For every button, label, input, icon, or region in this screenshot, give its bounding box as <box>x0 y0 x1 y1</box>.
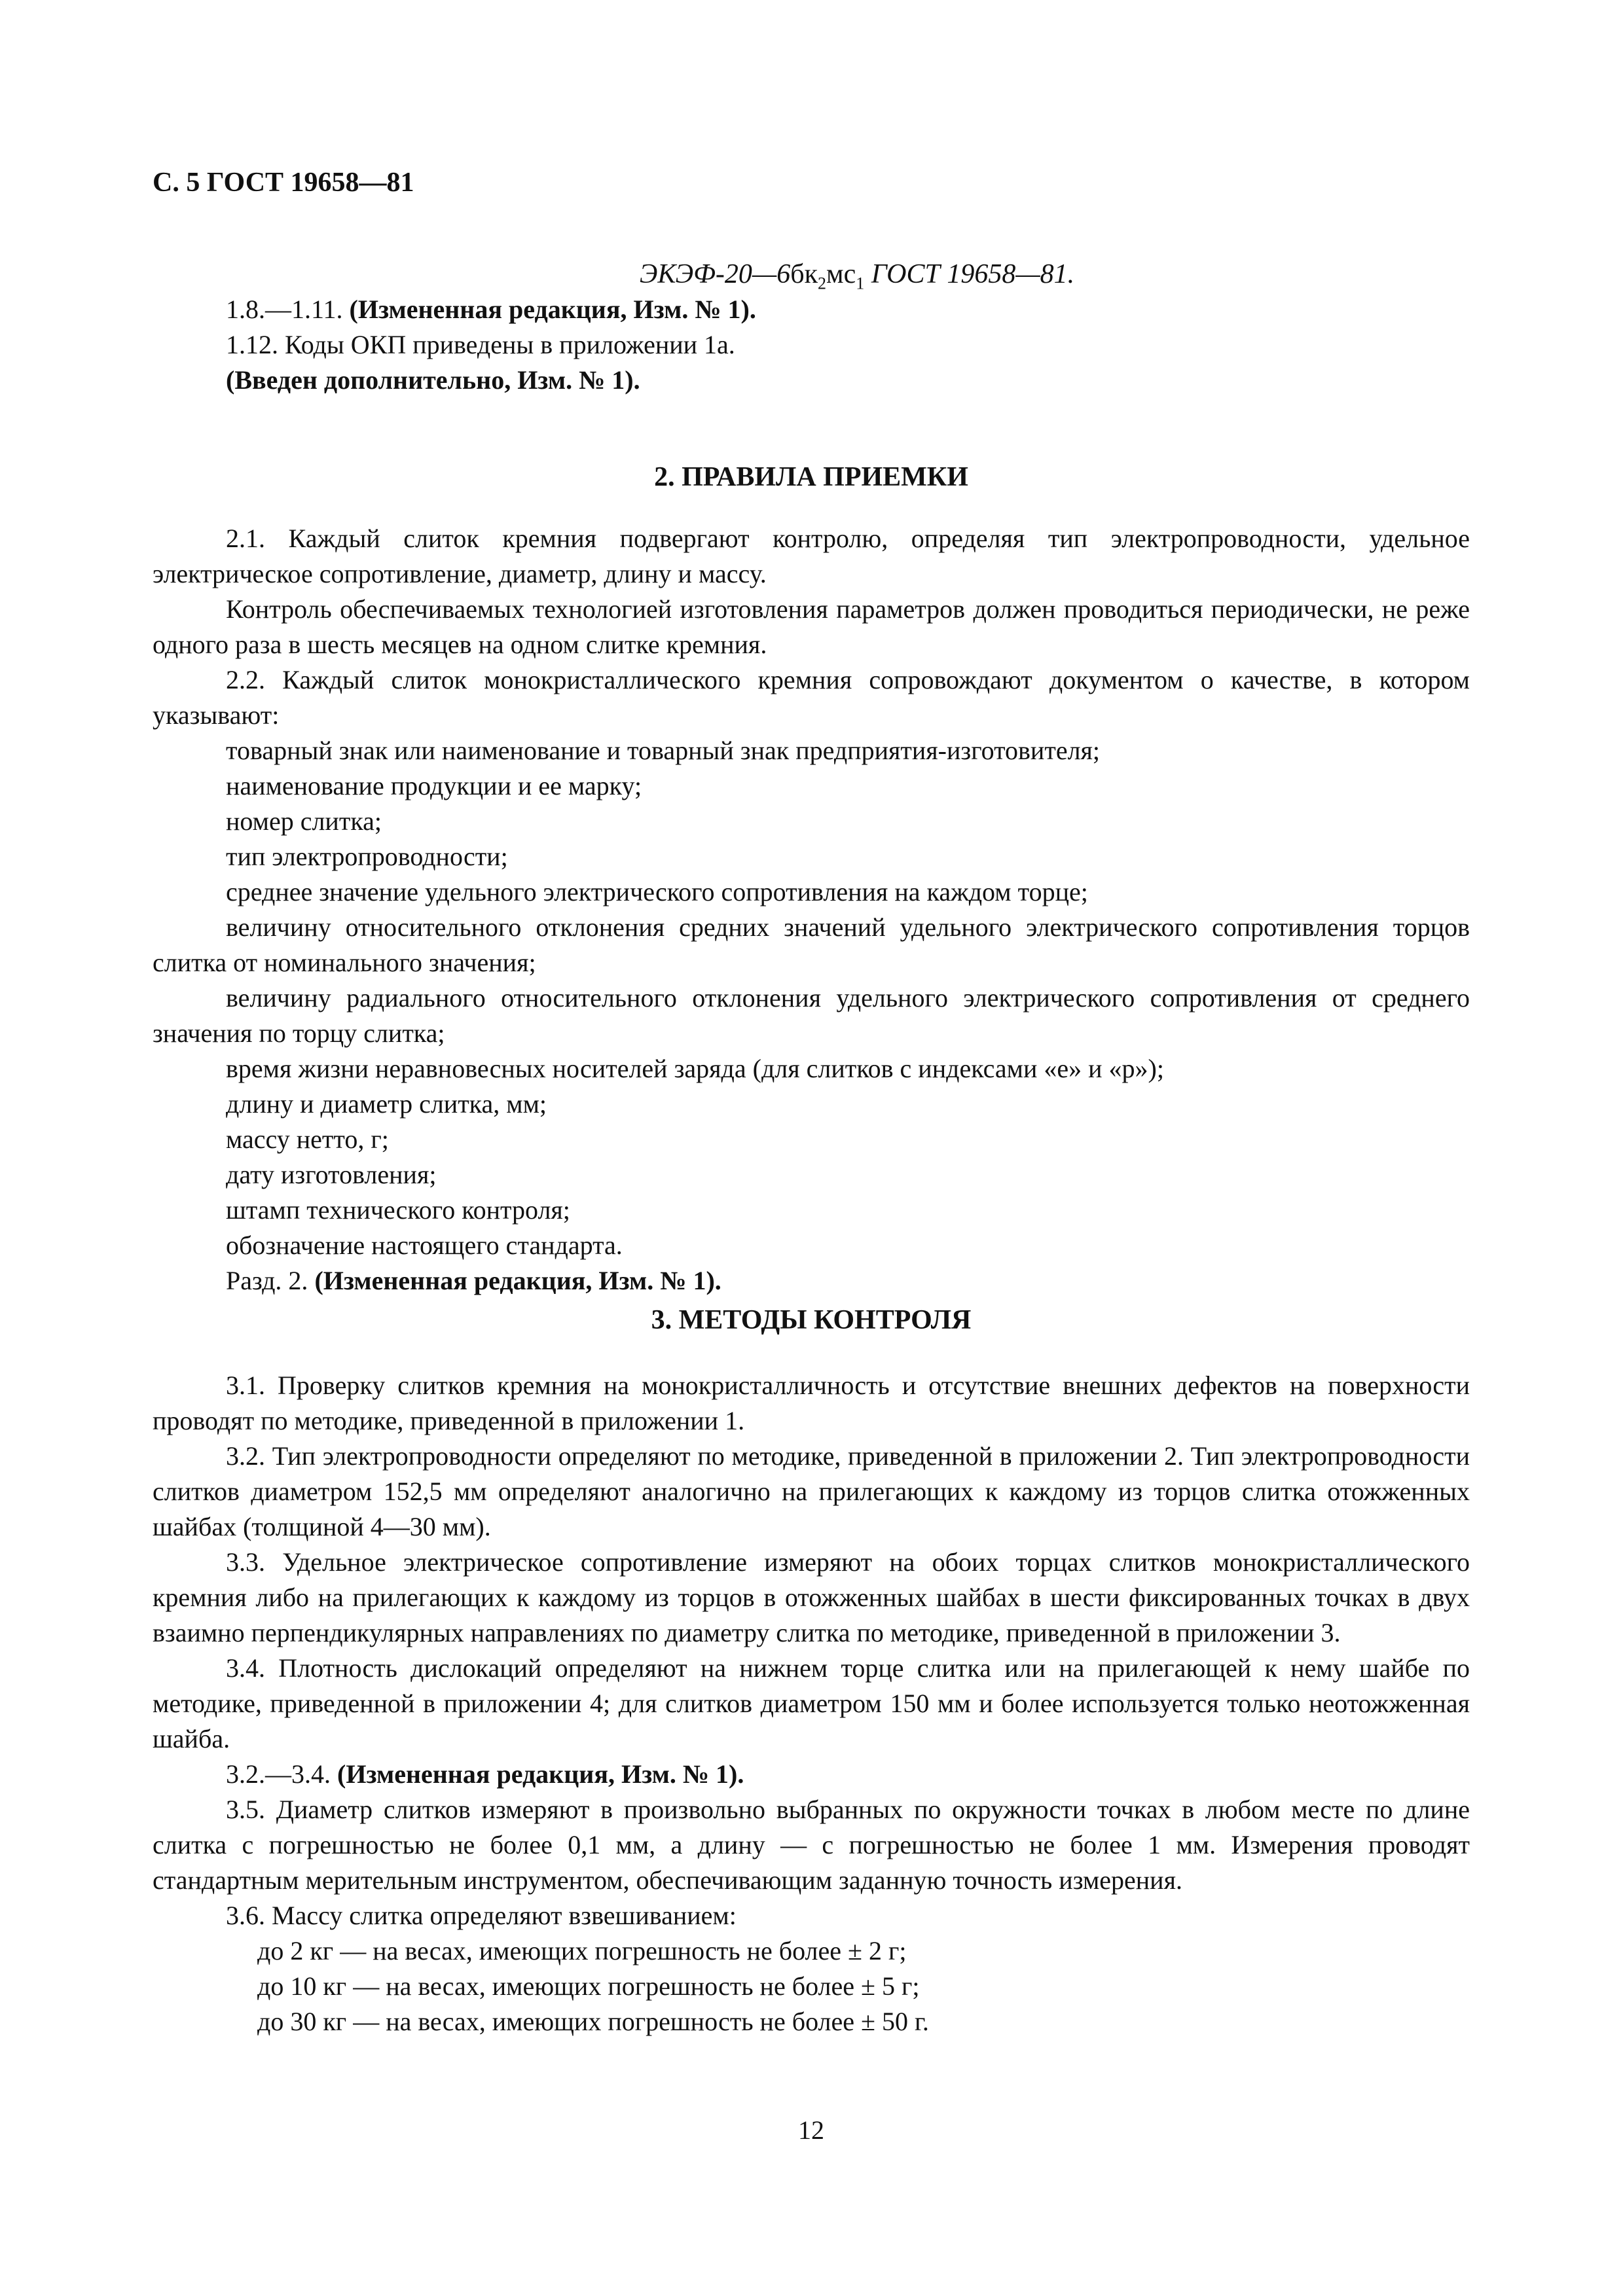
amendment-1-8-note: (Измененная редакция, Изм. № 1). <box>349 295 756 324</box>
section-2-amendment <box>153 1263 1470 1299</box>
list-item: товарный знак или наименование и товарный знак предприятия-изготовителя; <box>226 736 1101 765</box>
clause-3-1: 3.1. Проверку слитков кремния на монокристалличность и отсутствие внешних дефектов на поверхности проводят по методике, приведенной в приложении 1. <box>153 1371 1470 1435</box>
section-2-body <box>153 521 1470 1299</box>
clause-1-12: 1.12. Коды ОКП приведены в приложении 1а. <box>226 330 735 359</box>
list-item: время жизни неравновесных носителей заряда (для слитков с индексами «е» и «р»); <box>226 1054 1164 1083</box>
document-page <box>153 0 1470 2296</box>
weight-rule: до 2 кг — на весах, имеющих погрешность не более ± 2 г; <box>257 1936 907 1965</box>
clauses-3-2-3-4-ref: 3.2.—3.4. <box>226 1759 337 1789</box>
list-item: номер слитка; <box>226 806 382 836</box>
list-item: величину радиального относительного отклонения удельного электрического сопротивления от среднего значения по торцу слитка; <box>153 983 1470 1048</box>
formula-part2: ГОСТ 19658—81. <box>864 259 1075 289</box>
list-item: среднее значение удельного электрического сопротивления на каждом торце; <box>226 877 1088 906</box>
list-item: обозначение настоящего стандарта. <box>226 1230 623 1260</box>
clause-3-4: 3.4. Плотность дислокаций определяют на нижнем торце слитка или на прилегающей к нему шайбе по методике, приведенной в приложении 4; для слитков диаметром 150 мм и более используется только неотожженная шайба. <box>153 1653 1470 1753</box>
clause-2-1-control: Контроль обеспечиваемых технологией изготовления параметров должен проводиться периодически, не реже одного раза в шесть месяцев на одном слитке кремния. <box>153 594 1470 659</box>
page-number: 12 <box>798 2115 824 2145</box>
list-item: величину относительного отклонения средних значений удельного электрического сопротивления торцов слитка от номинального значения; <box>153 912 1470 977</box>
formula-ms-sub: 1 <box>856 274 865 293</box>
page-header: С. 5 ГОСТ 19658—81 <box>153 168 414 198</box>
section-3 <box>153 1302 1470 1338</box>
clauses-3-2-3-4-amendment <box>153 1757 1470 1792</box>
formula-part1: ЭКЭФ-20—6 <box>639 259 791 289</box>
section-3-heading: 3. МЕТОДЫ КОНТРОЛЯ <box>651 1305 972 1335</box>
formula-bk-sub: 2 <box>818 274 827 293</box>
formula-ms: мс <box>826 259 856 289</box>
formula-bk: бк <box>790 259 818 289</box>
list-item: штамп технического контроля; <box>226 1195 570 1225</box>
clauses-3-2-3-4-note: (Измененная редакция, Изм. № 1). <box>337 1759 744 1789</box>
clause-3-5: 3.5. Диаметр слитков измеряют в произвольно выбранных по окружности точках в любом месте по длине слитка с погрешностью не более 0,1 мм, а длину — с погрешностью не более 1 мм. Измерения проводят стандартным мерительным инструментом, обеспечивающим заданную точность измерения. <box>153 1795 1470 1895</box>
intro-block <box>153 292 1470 398</box>
amendment-1-8-number: 1.8.—1.11. <box>226 295 350 324</box>
list-item: тип электропроводности; <box>226 842 508 871</box>
clause-3-3: 3.3. Удельное электрическое сопротивление измеряют на обоих торцах слитков монокристаллического кремния либо на прилегающих к каждому из торцов в отожженных шайбах в шести фиксированных точках в двух взаимно перпендикулярных направлениях по диаметру слитка по методике, приведенной в приложении 3. <box>153 1547 1470 1647</box>
list-item: массу нетто, г; <box>226 1124 389 1154</box>
clause-2-1: 2.1. Каждый слиток кремния подвергают контролю, определяя тип электропроводности, удельное электрическое сопротивление, диаметр, длину и массу. <box>153 524 1470 588</box>
list-item: длину и диаметр слитка, мм; <box>226 1089 547 1119</box>
clause-1-12-note: (Введен дополнительно, Изм. № 1). <box>226 365 640 395</box>
section-2-heading: 2. ПРАВИЛА ПРИЕМКИ <box>654 462 968 492</box>
list-item: наименование продукции и ее марку; <box>226 771 642 800</box>
amendment-1-8 <box>153 292 1470 327</box>
clause-2-2: 2.2. Каждый слиток монокристаллического кремния сопровождают документом о качестве, в котором указывают: <box>153 665 1470 730</box>
clause-3-6: 3.6. Массу слитка определяют взвешиванием: <box>226 1901 737 1930</box>
section-3-body <box>153 1368 1470 2039</box>
clause-3-2: 3.2. Тип электропроводности определяют по методике, приведенной в приложении 2. Тип электропроводности слитков диаметром 152,5 мм определяют аналогично на прилегающих к каждому из торцов слитка отожженных шайбах (толщиной 4—30 мм). <box>153 1441 1470 1541</box>
weight-rule: до 10 кг — на весах, имеющих погрешность не более ± 5 г; <box>257 1971 920 2001</box>
weight-rule: до 30 кг — на весах, имеющих погрешность не более ± 50 г. <box>257 2007 929 2036</box>
section-2 <box>153 459 1470 495</box>
section-2-amendment-ref: Разд. 2. <box>226 1266 315 1295</box>
section-2-amendment-note: (Измененная редакция, Изм. № 1). <box>314 1266 721 1295</box>
list-item: дату изготовления; <box>226 1160 437 1189</box>
